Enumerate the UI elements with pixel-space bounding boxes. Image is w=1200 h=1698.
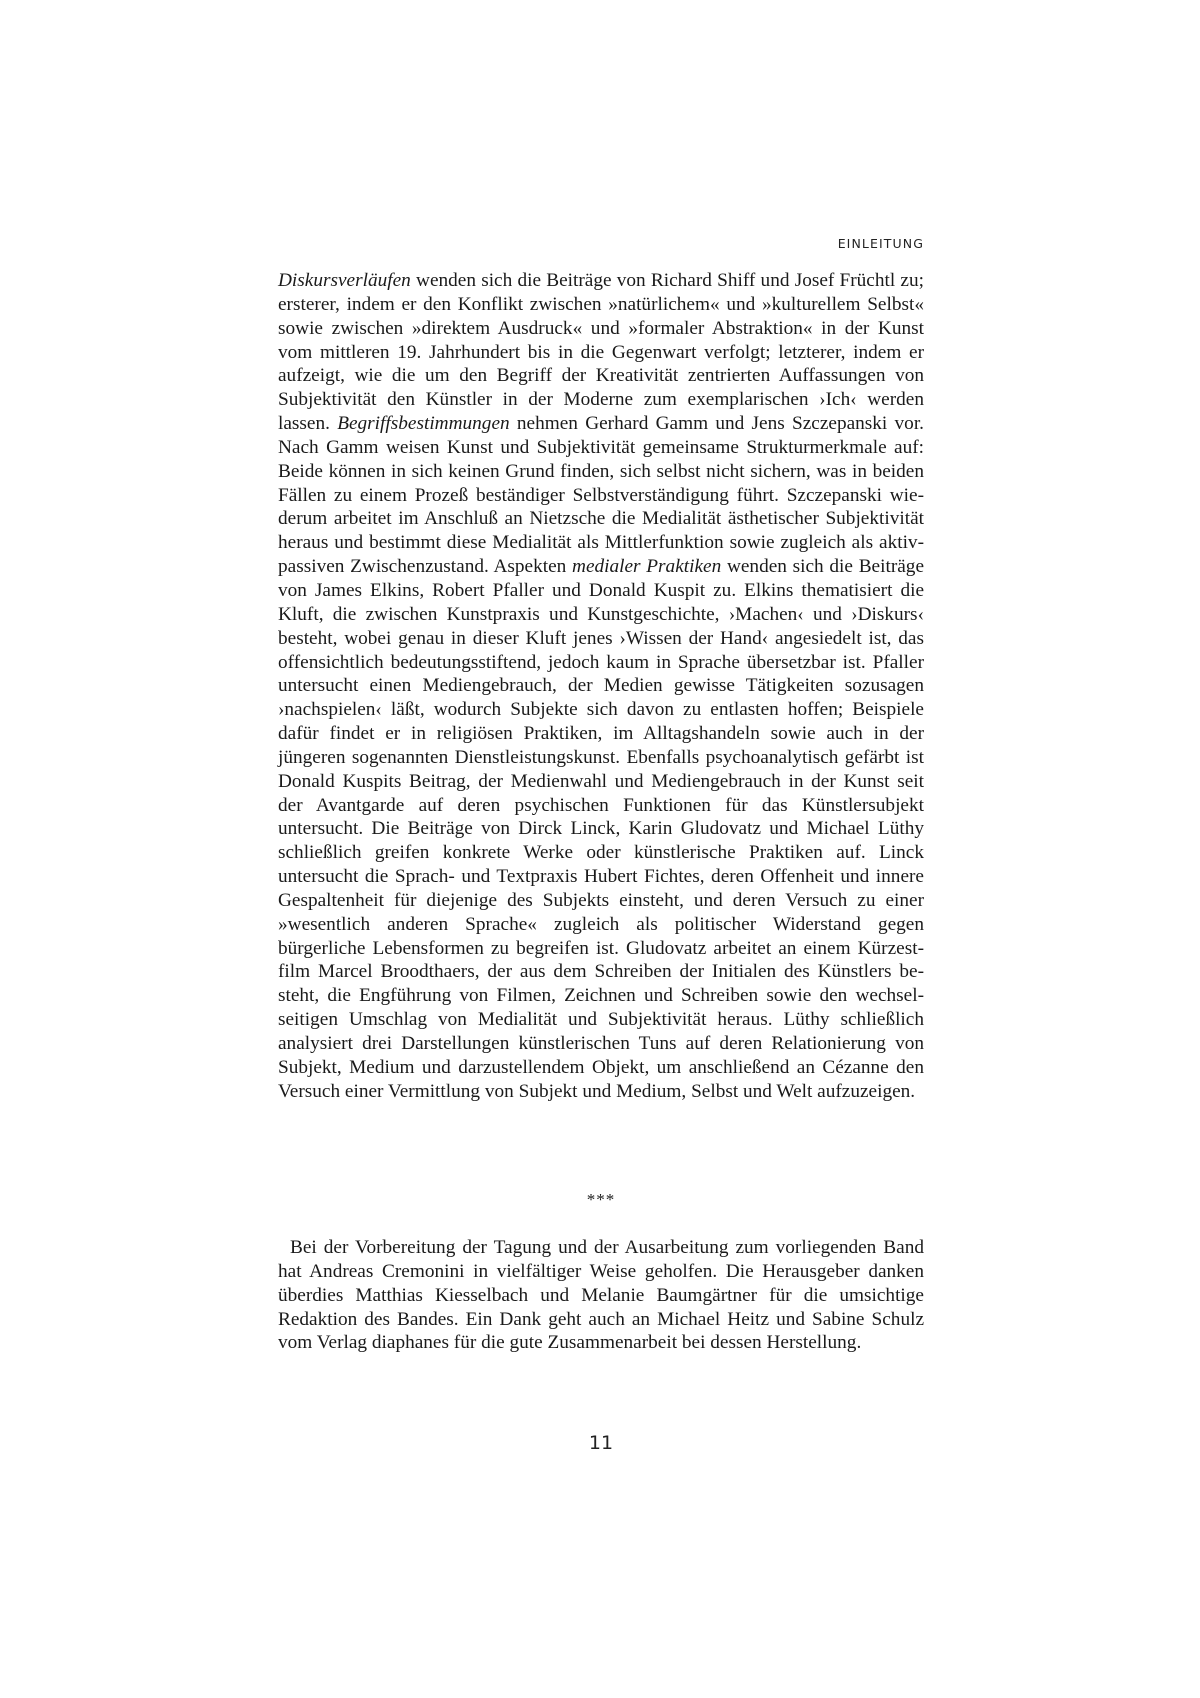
paragraph-text-part-1: wenden sich die Beiträge von Richard Shiff und Josef Früchtl zu; ersterer, indem er den Konflikt zwischen »natürlichem« und »kulturellem Selbst« sowie zwischen »direktem Ausdruck« und »formaler Abstraktion« in der Kunst vom mittleren 19. Jahrhundert bis in die Gegenwart verfolgt; letzterer, indem er aufzeigt, wie die um den Begriff der Kreativität zentrierten Auffassungen von Subjektivität den Künstler in der Moderne zum exemplarischen ›Ich‹ werden lassen. <box>278 270 924 435</box>
acknowledgment-paragraph: Bei der Vorbereitung der Tagung und der Ausarbeitung zum vorliegenden Band hat Andreas Cremonini in vielfältiger Weise geholfen. Die Herausgeber danken überdies Matthias Kiesselbach und Melanie Baumgärtner für die umsichtige Redaktion des Bandes. Ein Dank geht auch an Michael Heitz und Sabine Schulz vom Verlag diaphanes für die gute Zusammenarbeit bei dessen Herstellung. <box>278 1237 924 1354</box>
running-head: EINLEITUNG <box>837 236 924 251</box>
paragraph-text-part-2: nehmen Gerhard Gamm und Jens Szczepanski vor. Nach Gamm weisen Kunst und Subjektivität gemeinsame Strukturmerkmale auf: Beide können in sich keinen Grund finden, sich selbst nicht sichern, was in beiden Fällen zu einem Prozeß beständiger Selbstverständigung führt. Szczepanski wiederum arbeitet im Anschluß an Nietzsche die Medialität ästhetischer Subjektivität heraus und bestimmt diese Medialität als Mittlerfunktion sowie zugleich als aktiv-passiven Zwischenzustand. Aspekten <box>278 413 924 578</box>
page-number: 11 <box>588 1432 614 1454</box>
italic-term-medialer-praktiken: medialer Praktiken <box>572 556 722 578</box>
main-paragraph <box>278 269 924 1104</box>
italic-term-begriffsbestimmungen: Begriffsbestimmungen <box>337 413 510 435</box>
paragraph-text-part-3: wenden sich die Beiträge von James Elkins, Robert Pfaller und Donald Kuspit zu. Elkins thematisiert die Kluft, die zwischen Kunstpraxis und Kunstgeschichte, ›Machen‹ und ›Diskurs‹ besteht, wobei genau in dieser Kluft jenes ›Wissen der Hand‹ angesiedelt ist, das offensichtlich bedeutungsstiftend, jedoch kaum in Sprache übersetzbar ist. Pfaller untersucht einen Mediengebrauch, der Medien gewisse Tätigkeiten sozusagen ›nachspielen‹ läßt, wodurch Subjekte sich davon zu entlasten hoffen; Beispiele dafür findet er in religiösen Praktiken, im Alltagshandeln sowie auch in der jüngeren sogenannten Dienstleistungskunst. Ebenfalls psychoanalytisch gefärbt ist Donald Kuspits Beitrag, der Medienwahl und Mediengebrauch in der Kunst seit der Avantgarde auf deren psychischen Funktionen für das Künstlersubjekt untersucht. Die Beiträge von Dirck Linck, Karin Gludovatz und Michael Lüthy schließlich greifen konkrete Werke oder künstlerische Praktiken auf. Linck untersucht die Sprach- und Textpraxis Hubert Fichtes, deren Offenheit und innere Gespaltenheit für diejenige des Subjekts einsteht, und deren Versuch zu einer »wesentlich anderen Sprache« zugleich als politischer Widerstand gegen bürgerliche Lebensformen zu begreifen ist. Gludovatz arbeitet an einem Kürzestfilm Marcel Broodthaers, der aus dem Schreiben der Initialen des Künstlers besteht, die Engführung von Filmen, Zeichnen und Schreiben sowie den wechselseitigen Umschlag von Medialität und Subjektivität heraus. Lüthy schließlich analysiert drei Darstellungen künstlerischen Tuns auf deren Relationierung von Subjekt, Medium und darzustellendem Objekt, um anschließend an Cézanne den Versuch einer Vermittlung von Subjekt und Medium, Selbst und Welt aufzuzeigen. <box>278 556 925 1102</box>
italic-term-diskursverlaeufen: Diskursverläufen <box>278 270 411 291</box>
section-separator: *** <box>586 1190 616 1209</box>
